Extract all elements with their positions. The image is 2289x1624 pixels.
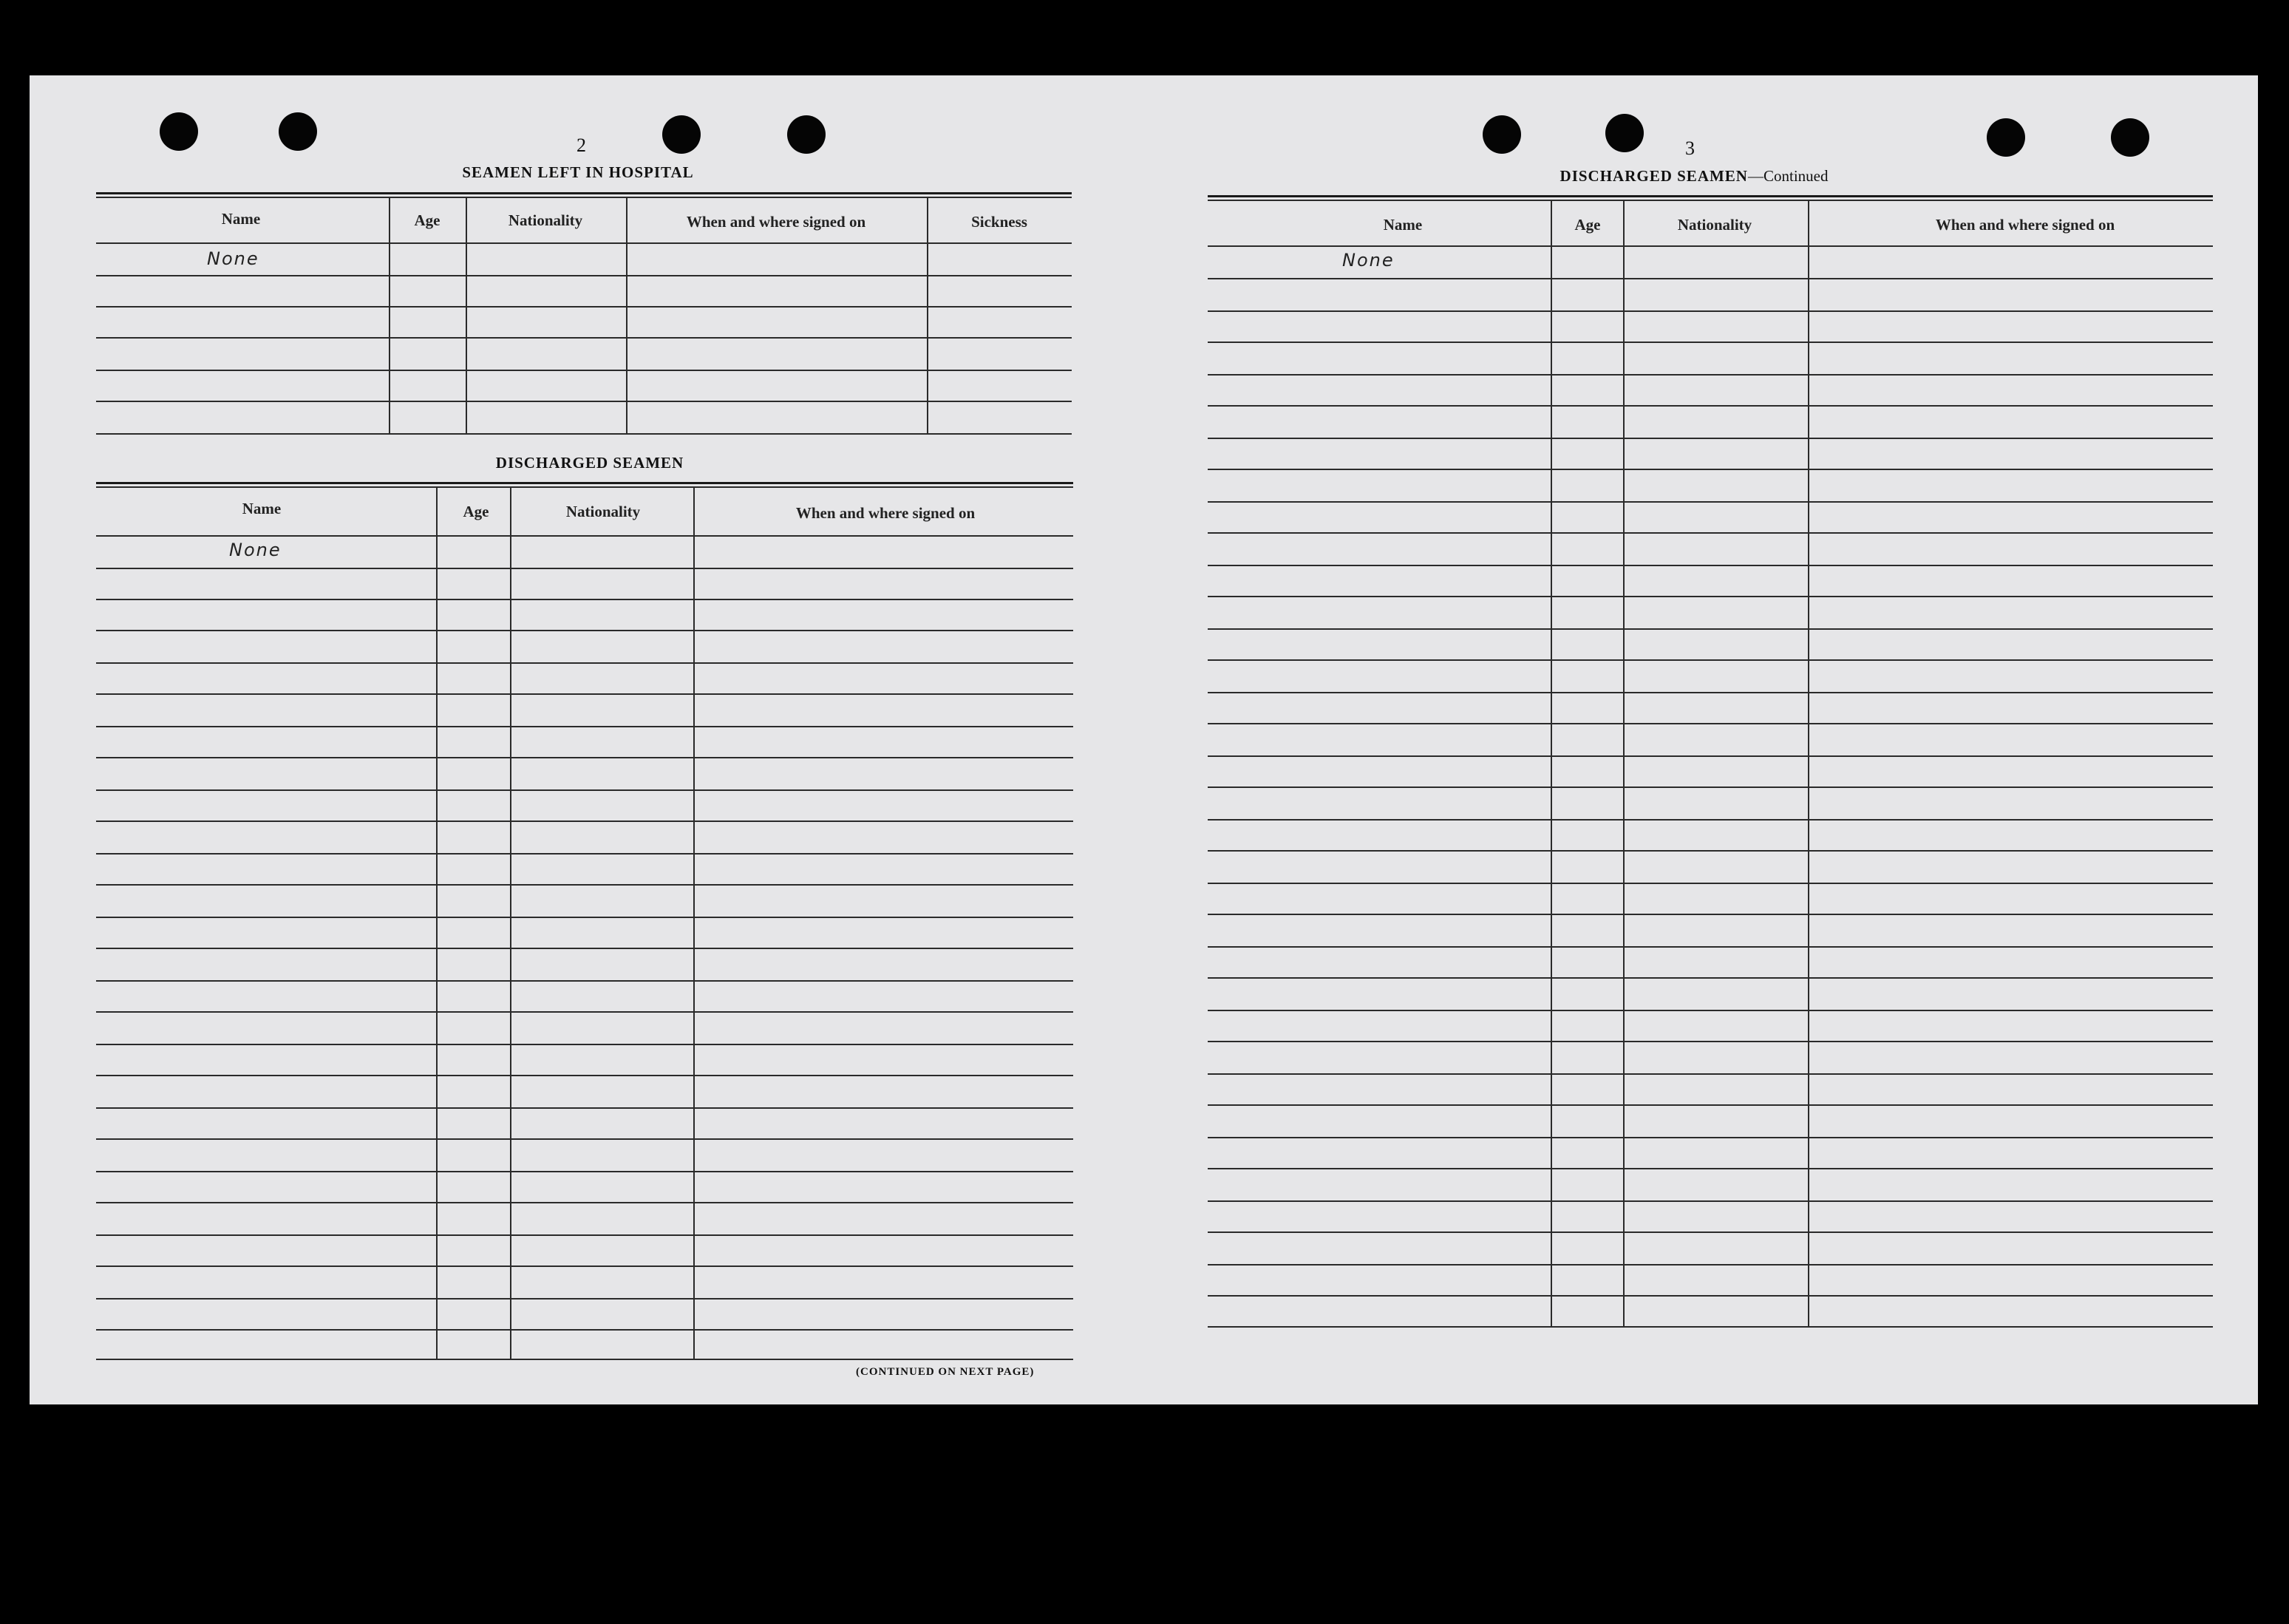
page-number-left: 2 <box>576 135 586 156</box>
discharged-header-name: Name <box>242 500 282 517</box>
discharged-header-nationality: Nationality <box>565 503 641 520</box>
hospital-header-name: Name <box>221 210 261 228</box>
punch-hole-5 <box>1483 115 1521 154</box>
discharged-table-left <box>96 482 1073 1362</box>
punch-hole-7 <box>1987 118 2025 157</box>
discharged-section-title: DISCHARGED SEAMEN <box>495 454 684 472</box>
punch-hole-1 <box>160 112 198 151</box>
document-sheet <box>30 75 2258 1404</box>
right-header-nationality: Nationality <box>1677 216 1752 234</box>
punch-hole-8 <box>2111 118 2149 157</box>
continued-footer: (CONTINUED ON NEXT PAGE) <box>856 1366 1035 1378</box>
hospital-header-nationality: Nationality <box>508 211 583 229</box>
right-header-age: Age <box>1574 216 1601 234</box>
page-number-right: 3 <box>1685 137 1695 159</box>
discharged-continued-title: DISCHARGED SEAMEN—Continued <box>1560 167 1829 185</box>
discharged-table-right <box>1208 195 2213 1331</box>
punch-hole-4 <box>787 115 826 154</box>
right-header-signed-on: When and where signed on <box>1935 216 2115 234</box>
hospital-header-age: Age <box>414 211 441 229</box>
discharged-entry-none: None <box>229 540 282 560</box>
hospital-entry-none: None <box>207 248 259 269</box>
punch-hole-6 <box>1605 114 1644 152</box>
hospital-section-title: SEAMEN LEFT IN HOSPITAL <box>462 163 694 181</box>
hospital-table <box>96 192 1072 438</box>
punch-hole-3 <box>662 115 701 154</box>
right-header-name: Name <box>1383 216 1423 234</box>
right-entry-none: None <box>1342 250 1395 271</box>
discharged-header-signed-on: When and where signed on <box>795 504 976 522</box>
punch-hole-2 <box>279 112 317 151</box>
discharged-header-age: Age <box>463 503 489 520</box>
hospital-header-sickness: Sickness <box>971 213 1027 231</box>
hospital-header-signed-on: When and where signed on <box>686 213 866 231</box>
